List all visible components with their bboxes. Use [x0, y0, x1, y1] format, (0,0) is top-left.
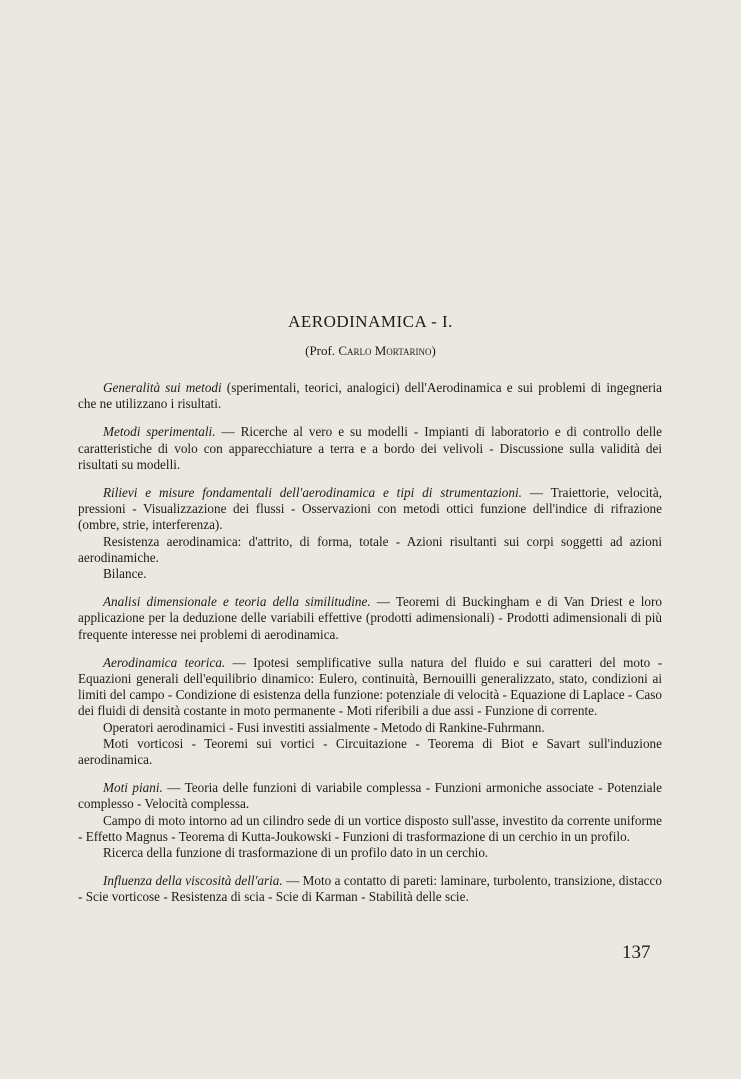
section-heading: Generalità sui metodi [103, 380, 222, 395]
paragraph-text: — Teoria delle funzioni di variabile complessa - Funzioni armoniche associate - Potenziale complesso - Velocità complessa. [78, 780, 662, 812]
paragraph [78, 873, 662, 905]
paragraph-text: — Ipotesi semplificative sulla natura del fluido e sui caratteri del moto - Equazioni generali dell'equilibrio dinamico: Eulero, continuità, Bernouilli generalizzato, stato, condizioni ai limiti del campo - Condizione di esistenza della funzione: potenziale di velocità - Equazione di Laplace - Caso dei fluidi di densità costante in moto permanente - Moti riferibili a due assi - Funzione di corrente. [78, 654, 662, 719]
paragraph-text: — Traiettorie, velocità, pressioni - Visualizzazione dei flussi - Osservazioni con metodi ottici funzione dell'indice di rifrazione (ombre, strie, interferenza). [78, 485, 662, 533]
author-open: (Prof. [305, 343, 339, 358]
section-aerodinamica-teorica [78, 655, 662, 768]
section-heading: Aerodinamica teorica. [103, 654, 226, 670]
paragraph: Ricerca della funzione di trasformazione di un profilo dato in un cerchio. [103, 845, 489, 861]
paragraph [78, 655, 662, 720]
paragraph: Campo di moto intorno ad un cilindro sede di un vortice disposto sull'asse, investito da corrente uniforme - Effetto Magnus - Teorema di Kutta-Joukowski - Funzioni di trasformazione di un cerchio in un profilo. [78, 812, 662, 844]
section-heading: Rilievi e misure fondamentali dell'aerodinamica e tipi di strumentazioni. [103, 485, 522, 501]
section-heading: Influenza della viscosità dell'aria. [103, 873, 283, 889]
author-line [0, 343, 741, 359]
author-close: ) [431, 343, 436, 358]
section-generalita [78, 380, 662, 412]
paragraph: Operatori aerodinamici - Fusi investiti assialmente - Metodo di Rankine-Fuhrmann. [103, 719, 545, 735]
section-metodi-sperimentali [78, 424, 662, 473]
paragraph-text: (sperimentali, teorici, analogici) dell'Aerodinamica e sui problemi di ingegneria che ne utilizzano i risultati. [78, 380, 662, 412]
paragraph-text: — Teoremi di Buckingham e di Van Driest e loro applicazione per la deduzione delle variabili effettive (prodotti adimensionali) - Prodotti adimensionali di più frequente interesse nei problemi di aerodinamica. [78, 594, 662, 642]
page-number: 137 [622, 942, 651, 963]
page-title: AERODINAMICA - I. [288, 312, 453, 331]
section-heading: Analisi dimensionale e teoria della similitudine. [103, 594, 371, 610]
author-name: Carlo Mortarino [338, 343, 432, 358]
paragraph [78, 424, 662, 473]
section-moti-piani [78, 780, 662, 861]
syllabus-body [78, 380, 662, 906]
section-rilievi [78, 485, 662, 582]
paragraph-text: — Moto a contatto di pareti: laminare, turbolento, transizione, distacco - Scie vorticose - Resistenza di scia - Scie di Karman - Stabilità delle scie. [78, 873, 662, 905]
paragraph [78, 380, 662, 412]
paragraph-text: — Ricerche al vero e su modelli - Impianti di laboratorio e di controllo delle caratteristiche di volo con apparecchiature a terra e a bordo dei velivoli - Discussione sulla validità dei risultati su modelli. [78, 424, 662, 472]
paragraph: Bilance. [103, 566, 147, 582]
paragraph [78, 780, 662, 812]
paragraph [78, 594, 662, 643]
section-viscosita [78, 873, 662, 905]
section-heading: Moti piani. [103, 780, 163, 796]
paragraph [78, 485, 662, 534]
section-heading: Metodi sperimentali. [103, 424, 216, 440]
paragraph: Resistenza aerodinamica: d'attrito, di forma, totale - Azioni risultanti sui corpi soggetti ad azioni aerodinamiche. [78, 533, 662, 565]
section-analisi-dimensionale [78, 594, 662, 643]
paragraph: Moti vorticosi - Teoremi sui vortici - Circuitazione - Teorema di Biot e Savart sull'induzione aerodinamica. [78, 735, 662, 768]
